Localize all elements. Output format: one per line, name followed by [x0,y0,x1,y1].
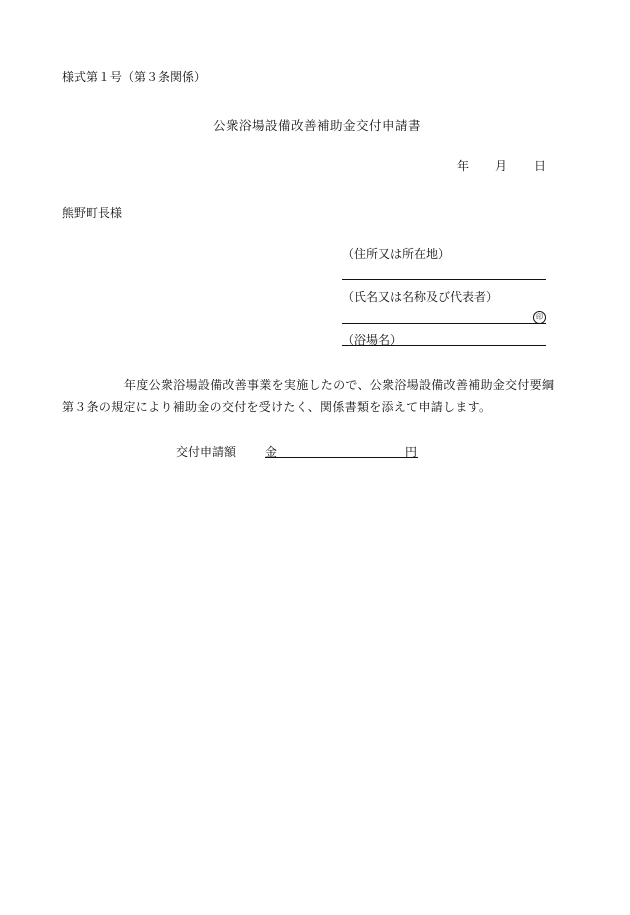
amount-label: 交付申請額 [176,445,237,459]
amount-field-line[interactable] [265,457,418,458]
date-year-label: 年 [457,159,470,173]
amount-prefix: 金 [265,445,278,459]
form-number: 様式第１号（第３条関係） [62,70,207,84]
addressee: 熊野町長様 [62,206,123,220]
bathhouse-name-label: （浴場名） [342,333,403,347]
address-label: （住所又は所在地） [342,247,451,261]
date-month-label: 月 [495,159,508,173]
name-field-line[interactable] [342,323,546,324]
date-day-label: 日 [534,159,547,173]
seal-icon: 印 [533,311,546,324]
address-field-line[interactable] [342,279,546,280]
body-text-line-2: 第３条の規定により補助金の交付を受けたく、関係書類を添えて申請します。 [62,400,492,414]
body-text-line-1: 年度公衆浴場設備改善事業を実施したので、公衆浴場設備改善補助金交付要綱 [124,378,555,392]
bathhouse-name-field-line[interactable] [342,345,546,346]
document-title: 公衆浴場設備改善補助金交付申請書 [213,118,422,133]
name-label: （氏名又は名称及び代表者） [342,290,499,304]
amount-unit: 円 [405,445,418,459]
